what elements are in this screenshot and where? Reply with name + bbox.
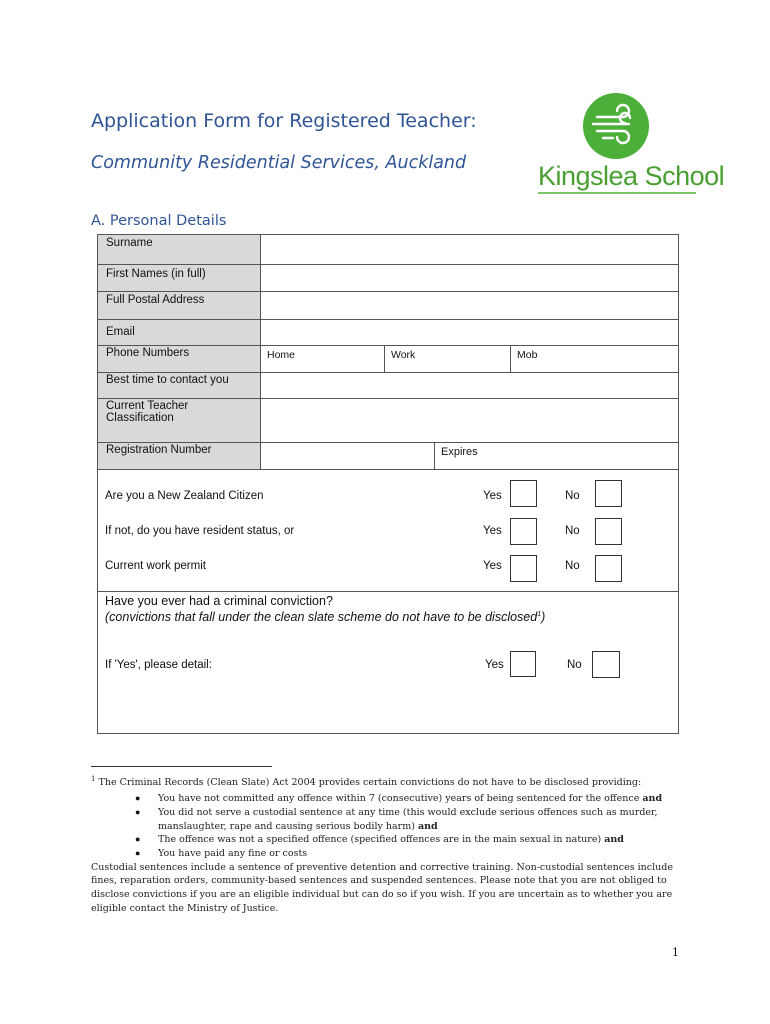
criminal-yes-checkbox[interactable]	[510, 651, 536, 677]
no-label: No	[565, 490, 580, 502]
criminal-detail-label: If 'Yes', please detail:	[105, 659, 212, 671]
yes-label: Yes	[483, 490, 502, 502]
first-names-field[interactable]	[261, 265, 678, 292]
footnote-bullet-4: You have paid any fine or costs	[158, 848, 308, 859]
footnote-divider	[91, 766, 272, 767]
logo-icon	[583, 93, 649, 159]
yes-label: Yes	[485, 659, 504, 671]
bullet-2b-text: manslaughter, rape and causing serious bodily harm)	[158, 821, 415, 832]
bullet-icon: ●	[135, 834, 141, 844]
criminal-detail-area[interactable]	[98, 683, 678, 733]
yes-label: Yes	[483, 525, 502, 537]
no-label: No	[565, 560, 580, 572]
postal-address-label: Full Postal Address	[98, 292, 261, 320]
no-label: No	[565, 525, 580, 537]
best-time-field[interactable]	[261, 373, 678, 399]
first-names-label: First Names (in full)	[98, 265, 261, 292]
divider	[98, 591, 678, 592]
footnote-para-3: disclose convictions if you are an eligible individual but can do so if you wish. If you are uncertain as to whether you are	[91, 889, 673, 900]
logo-wordmark: Kingslea School	[538, 161, 725, 191]
footnote-bullet-2b	[158, 820, 438, 834]
resident-no-checkbox[interactable]	[595, 518, 622, 545]
bullet-3-and: and	[604, 834, 624, 845]
footnote-marker: 1	[91, 775, 96, 783]
citizen-no-checkbox[interactable]	[595, 480, 622, 507]
phone-mob-field[interactable]: Mob	[517, 349, 538, 361]
bullet-1-text: You have not committed any offence within 7 (consecutive) years of being sentenced for the offence	[158, 793, 640, 804]
registration-field[interactable]	[261, 443, 434, 469]
classification-label: Current Teacher Classification	[98, 399, 261, 443]
footnote-bullet-1	[158, 792, 662, 806]
surname-label: Surname	[98, 235, 261, 265]
resident-yes-checkbox[interactable]	[510, 518, 537, 545]
criminal-no-checkbox[interactable]	[592, 651, 620, 678]
footnote-ref: 1	[537, 610, 542, 618]
logo-underline	[538, 192, 696, 194]
postal-address-field[interactable]	[261, 292, 678, 320]
page-title: Application Form for Registered Teacher:	[91, 110, 477, 132]
criminal-question: Have you ever had a criminal conviction?	[105, 594, 333, 608]
criminal-note-end: )	[541, 610, 546, 624]
expires-field[interactable]: Expires	[441, 446, 478, 458]
footnote-para-1: Custodial sentences include a sentence of preventive detention and corrective training. Non-custodial sentences include	[91, 862, 673, 873]
email-field[interactable]	[261, 320, 678, 346]
surname-field[interactable]	[261, 235, 678, 265]
bullet-1-and: and	[642, 793, 663, 804]
footnote-intro-text: The Criminal Records (Clean Slate) Act 2004 provides certain convictions do not have to be disclosed providing:	[98, 777, 642, 789]
page-subtitle: Community Residential Services, Auckland	[91, 153, 467, 173]
email-label: Email	[98, 320, 261, 346]
work-permit-question: Current work permit	[105, 560, 206, 572]
criminal-note	[105, 610, 545, 624]
bullet-icon: ●	[135, 848, 141, 858]
footnote-intro	[91, 773, 641, 790]
bullet-icon: ●	[135, 807, 141, 817]
footnote-para-4: eligible contact the Ministry of Justice.	[91, 903, 279, 914]
yes-label: Yes	[483, 560, 502, 572]
work-permit-no-checkbox[interactable]	[595, 555, 622, 582]
criminal-note-text: (convictions that fall under the clean slate scheme do not have to be disclosed	[105, 610, 538, 624]
citizen-yes-checkbox[interactable]	[510, 480, 537, 507]
registration-row	[261, 443, 678, 470]
footnote-bullet-2a: You did not serve a custodial sentence at any time (this would exclude serious offences such as murder,	[158, 807, 658, 818]
bullet-icon: ●	[135, 793, 141, 803]
personal-details-form	[97, 234, 679, 734]
page-number: 1	[672, 946, 679, 959]
registration-label: Registration Number	[98, 443, 261, 470]
phone-row	[261, 346, 678, 373]
best-time-label: Best time to contact you	[98, 373, 261, 399]
no-label: No	[567, 659, 582, 671]
footnote-para-2: fines, reparation orders, community-based sentences and suspended sentences. Please note that you are not obliged to	[91, 875, 667, 886]
bullet-3-text: The offence was not a specified offence (specified offences are in the main sexual in nature)	[158, 834, 602, 845]
phone-label: Phone Numbers	[98, 346, 261, 373]
classification-field[interactable]	[261, 399, 678, 443]
resident-question: If not, do you have resident status, or	[105, 525, 295, 537]
phone-work-field[interactable]: Work	[391, 349, 416, 361]
work-permit-yes-checkbox[interactable]	[510, 555, 537, 582]
section-heading: A. Personal Details	[91, 213, 227, 229]
footnote-bullet-3	[158, 833, 624, 847]
bullet-2-and: and	[417, 821, 438, 832]
phone-home-field[interactable]: Home	[267, 349, 296, 361]
citizen-question: Are you a New Zealand Citizen	[105, 490, 264, 502]
